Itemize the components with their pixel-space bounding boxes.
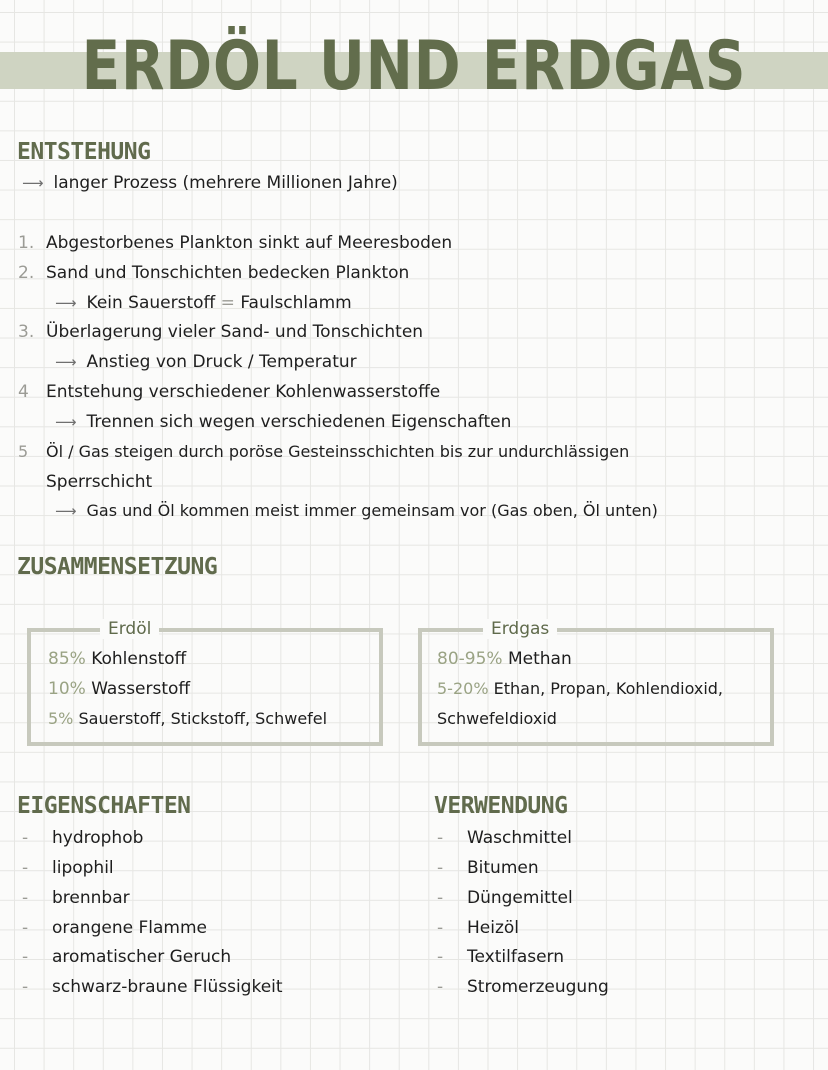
- section-heading-entstehung: ENTSTEHUNG: [17, 139, 151, 165]
- step-4-sub: ⟶ Trennen sich wegen verschiedenen Eigenschaften: [55, 412, 512, 432]
- page-title: ERDÖL UND ERDGAS: [81, 27, 747, 106]
- list-item: - aromatischer Geruch: [22, 947, 232, 967]
- erdoel-row: 85% Kohlenstoff: [48, 649, 187, 669]
- list-item: - Waschmittel: [437, 828, 572, 848]
- arrow-icon: ⟶: [55, 353, 77, 371]
- section-heading-zusammensetzung: ZUSAMMENSETZUNG: [17, 554, 218, 580]
- step-1: 1. Abgestorbenes Plankton sinkt auf Meeresboden: [18, 233, 453, 253]
- list-item: - Bitumen: [437, 858, 539, 878]
- list-item: - Heizöl: [437, 918, 520, 938]
- list-item: - schwarz-braune Flüssigkeit: [22, 977, 283, 997]
- erdgas-row-cont: Schwefeldioxid: [437, 709, 557, 728]
- list-item: - orangene Flamme: [22, 918, 207, 938]
- arrow-icon: ⟶: [55, 294, 77, 312]
- entstehung-intro: ⟶ langer Prozess (mehrere Millionen Jahre): [22, 173, 398, 193]
- list-item: - Stromerzeugung: [437, 977, 609, 997]
- list-item: - lipophil: [22, 858, 114, 878]
- erdoel-row: 10% Wasserstoff: [48, 679, 191, 699]
- list-item: - brennbar: [22, 888, 130, 908]
- section-heading-eigenschaften: EIGENSCHAFTEN: [17, 793, 191, 819]
- list-item: - hydrophob: [22, 828, 144, 848]
- erdgas-row: 5-20% Ethan, Propan, Kohlendioxid,: [437, 679, 724, 698]
- erdgas-label: Erdgas: [483, 619, 557, 639]
- erdgas-row: 80-95% Methan: [437, 649, 572, 669]
- erdoel-row: 5% Sauerstoff, Stickstoff, Schwefel: [48, 709, 328, 728]
- arrow-icon: ⟶: [55, 413, 77, 431]
- step-3: 3. Überlagerung vieler Sand- und Tonschichten: [18, 322, 424, 342]
- step-2: 2. Sand und Tonschichten bedecken Plankton: [18, 263, 410, 283]
- step-3-sub: ⟶ Anstieg von Druck / Temperatur: [55, 352, 357, 372]
- list-item: - Textilfasern: [437, 947, 565, 967]
- step-2-sub: ⟶ Kein Sauerstoff = Faulschlamm: [55, 293, 352, 313]
- section-heading-verwendung: VERWENDUNG: [434, 793, 568, 819]
- step-4: 4 Entstehung verschiedener Kohlenwasserstoffe: [18, 382, 441, 402]
- list-item: - Düngemittel: [437, 888, 573, 908]
- step-5-cont: Sperrschicht: [46, 472, 153, 492]
- step-5: 5 Öl / Gas steigen durch poröse Gesteinsschichten bis zur undurchlässigen: [18, 442, 630, 461]
- step-5-sub: ⟶ Gas und Öl kommen meist immer gemeinsam vor (Gas oben, Öl unten): [55, 501, 658, 520]
- arrow-icon: ⟶: [22, 174, 44, 192]
- arrow-icon: ⟶: [55, 502, 77, 520]
- erdoel-label: Erdöl: [100, 619, 159, 639]
